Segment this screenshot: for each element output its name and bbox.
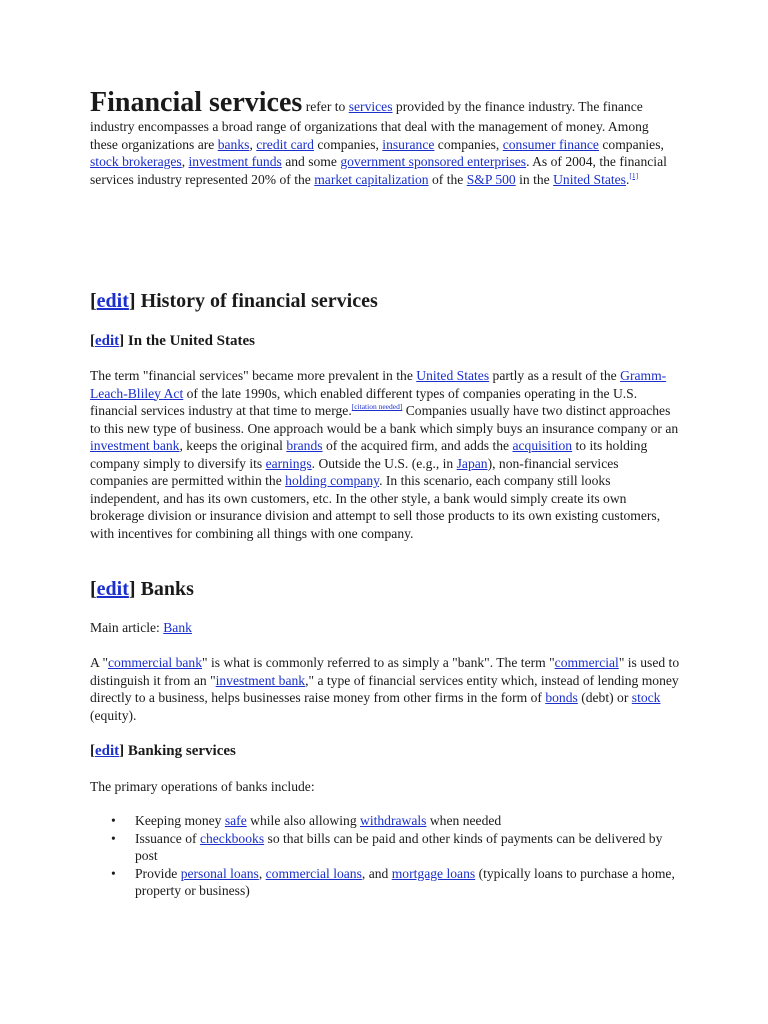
- link-credit-card[interactable]: credit card: [256, 136, 314, 152]
- edit-link-united-states[interactable]: edit: [95, 333, 120, 349]
- link-personal-loans[interactable]: personal loans: [180, 865, 259, 881]
- link-bank-main-article[interactable]: Bank: [163, 620, 192, 635]
- link-united-states[interactable]: United States: [553, 171, 626, 187]
- link-stock[interactable]: stock: [631, 690, 661, 705]
- link-government-sponsored-enterprises[interactable]: government sponsored enterprises: [340, 154, 527, 169]
- list-item: • Provide personal loans, commercial loans, and mortgage loans (typically loans to purchase a home, property or business): [135, 865, 680, 900]
- list-item: • Keeping money safe while also allowing withdrawals when needed: [135, 812, 680, 830]
- link-consumer-finance[interactable]: consumer finance: [502, 136, 599, 152]
- edit-link-banking-services[interactable]: edit: [95, 743, 120, 759]
- link-services[interactable]: services: [348, 99, 393, 114]
- link-safe[interactable]: safe: [224, 813, 247, 828]
- link-commercial-loans[interactable]: commercial loans: [265, 865, 362, 881]
- citation-needed[interactable]: [citation needed]: [351, 402, 403, 411]
- link-earnings[interactable]: earnings: [265, 455, 312, 471]
- heading-in-the-united-states: [edit] In the United States: [90, 333, 256, 349]
- link-gramm-leach-bliley-act[interactable]: Gramm-Leach-Bliley Act: [90, 368, 667, 401]
- link-insurance[interactable]: insurance: [382, 136, 435, 152]
- link-withdrawals[interactable]: withdrawals: [360, 813, 427, 828]
- link-brands[interactable]: brands: [286, 438, 323, 453]
- banking-operations-list: [90, 812, 680, 900]
- edit-link-banks[interactable]: edit: [96, 578, 129, 600]
- main-article-note: Main article: Bank: [90, 620, 192, 635]
- link-commercial-bank[interactable]: commercial bank: [108, 655, 202, 670]
- heading-history: [edit] History of financial services: [90, 290, 378, 312]
- link-sp500[interactable]: S&P 500: [466, 171, 516, 187]
- list-item: • Issuance of checkbooks so that bills can be paid and other kinds of payments can be delivered by post: [135, 830, 680, 865]
- article: [90, 87, 680, 898]
- banks-paragraph: A "commercial bank" is what is commonly referred to as simply a "bank". The term "commercial" is used to distinguish it from an "investment bank," a type of financial services entity which, instead of lending money directly to a business, helps businesses raise money from other firms in the form of bonds (debt) or stock (equity).: [90, 655, 680, 723]
- link-japan[interactable]: Japan: [456, 455, 488, 471]
- link-bonds[interactable]: bonds: [545, 690, 578, 705]
- edit-link-history[interactable]: edit: [96, 290, 129, 312]
- link-acquisition[interactable]: acquisition: [512, 438, 573, 453]
- link-commercial[interactable]: commercial: [554, 655, 619, 670]
- heading-banking-services: [edit] Banking services: [90, 743, 236, 759]
- link-market-capitalization[interactable]: market capitalization: [314, 171, 429, 187]
- intro-paragraph: Financial services refer to services provided by the finance industry. The finance industry encompasses a broad range of organizations that deal with the management of money. Among these organizations are banks, credit card companies, insurance companies, consumer finance companies, stock brokerages, investment funds and some government sponsored enterprises. As of 2004, the financial services industry represented 20% of the market capitalization of the S&P 500 in the United States.[1]: [90, 87, 667, 187]
- link-stock-brokerages[interactable]: stock brokerages: [90, 154, 182, 169]
- link-investment-funds[interactable]: investment funds: [188, 154, 282, 169]
- lead-term: Financial services: [90, 87, 303, 118]
- link-holding-company[interactable]: holding company: [285, 473, 380, 488]
- heading-banks: [edit] Banks: [90, 578, 194, 600]
- link-investment-bank[interactable]: investment bank: [90, 438, 180, 453]
- link-banks[interactable]: banks: [217, 136, 250, 152]
- us-paragraph: The term "financial services" became more prevalent in the United States partly as a result of the Gramm-Leach-Bliley Act of the late 1990s, which enabled different types of companies operating in the U.S. financial services industry at that time to merge.[citation needed] Companies usually have two distinct approaches to this new type of business. One approach would be a bank which simply buys an insurance company or an investment bank, keeps the original brands of the acquired firm, and adds the acquisition to its holding company simply to diversify its earnings. Outside the U.S. (e.g., in Japan), non-financial services companies are permitted within the holding company. In this scenario, each company still looks independent, and has its own customers, etc. In the other style, a bank would simply create its own brokerage division or insurance division and attempt to sell those products to its own existing customers, with incentives for combining all things with one company.: [90, 368, 679, 541]
- link-investment-bank[interactable]: investment bank: [215, 672, 306, 688]
- link-checkbooks[interactable]: checkbooks: [199, 830, 265, 846]
- link-united-states[interactable]: United States: [416, 368, 490, 383]
- link-mortgage-loans[interactable]: mortgage loans: [391, 865, 476, 881]
- reference-1[interactable]: [1]: [629, 170, 639, 180]
- banking-services-intro: The primary operations of banks include:: [90, 779, 315, 794]
